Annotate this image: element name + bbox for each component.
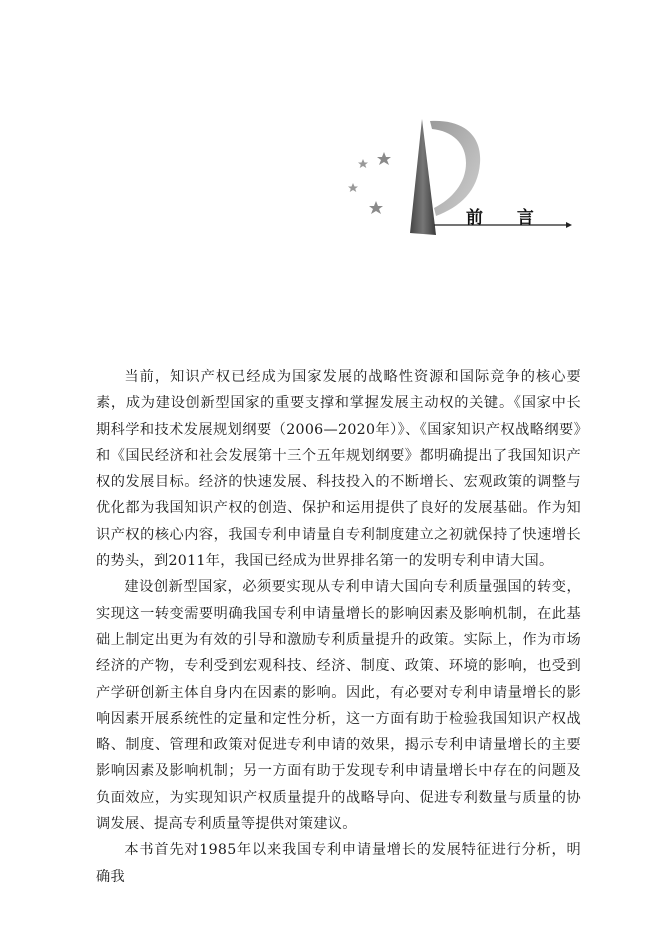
letter-p-stem <box>410 119 436 235</box>
paragraph: 当前，知识产权已经成为国家发展的战略性资源和国际竞争的核心要素，成为建设创新型国家的重要支撑和掌握发展主动权的关键。《国家中长期科学和技术发展规划纲要（2006—2020年）》、《国家知识产权战略纲要》和《国民经济和社会发展第十三个五年规划纲要》都明确提出了我国知识产权的发展目标。经济的快速发展、科技投入的不断增长、宏观政策的调整与优化都为我国知识产权的创造、保护和运用提供了良好的发展基础。作为知识产权的核心内容，我国专利申请量自专利制度建立之初就保持了快速增长的势头，到2011年，我国已经成为世界排名第一的发明专利申请大国。 <box>96 369 581 570</box>
paragraph: 本书首先对1985年以来我国专利申请量增长的发展特征进行分析，明确我 <box>96 842 581 885</box>
preface-body <box>96 364 581 890</box>
paragraph: 建设创新型国家，必须要实现从专利申请大国向专利质量强国的转变，实现这一转变需要明确我国专利申请量增长的影响因素及影响机制，在此基础上制定出更为有效的引导和激励专利质量提升的政策。实际上，作为市场经济的产物，专利受到宏观科技、经济、制度、政策、环境的影响，也受到产学研创新主体自身内在因素的影响。因此，有必要对专利申请量增长的影响因素开展系统性的定量和定性分析，这一方面有助于检验我国知识产权战略、制度、管理和政策对促进专利申请的效果，揭示专利申请量增长的主要影响因素及影响机制；另一方面有助于发现专利申请量增长中存在的问题及负面效应，为实现知识产权质量提升的战略导向、促进专利数量与质量的协调发展、提高专利质量等提供对策建议。 <box>96 579 581 833</box>
page-title: 前 言 <box>466 208 548 228</box>
star-icon <box>348 152 391 214</box>
letter-p-curve <box>430 121 480 216</box>
